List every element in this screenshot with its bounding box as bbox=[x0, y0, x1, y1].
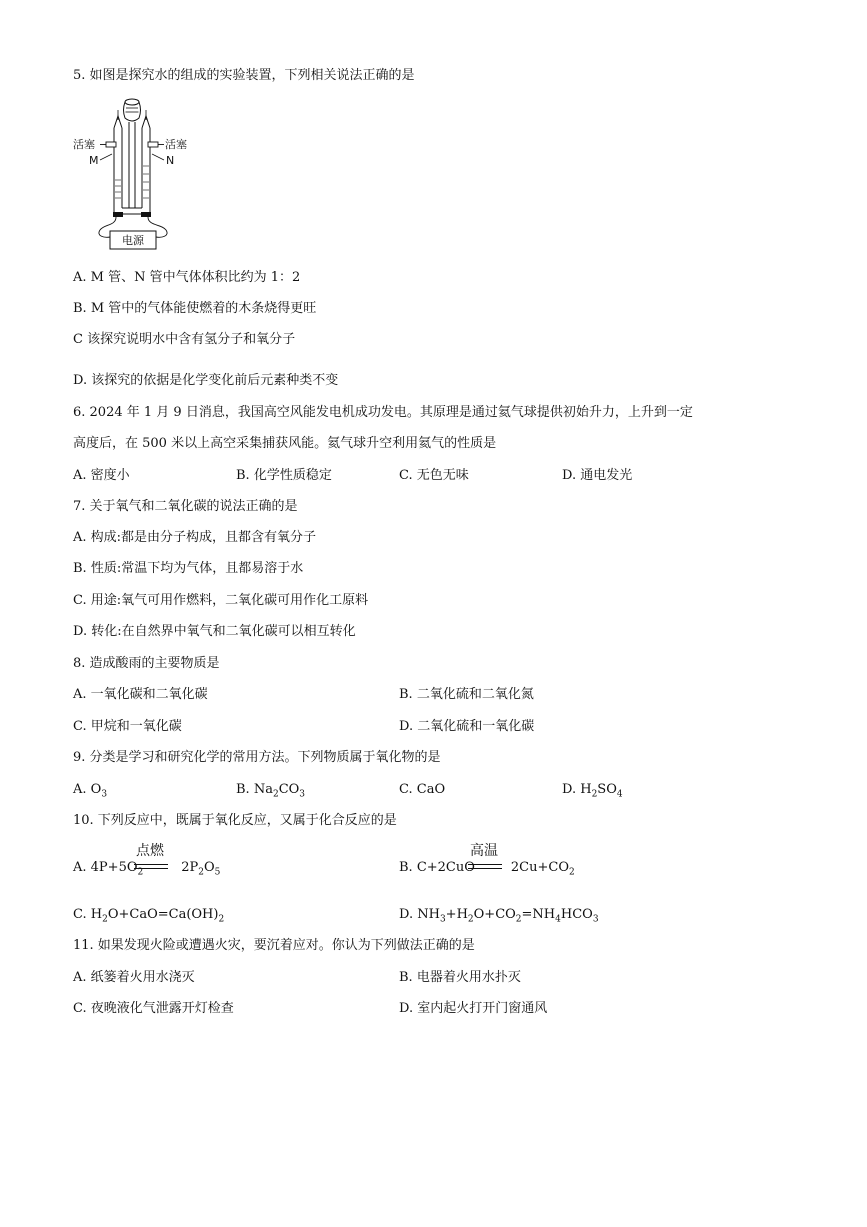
electrolysis-apparatus-figure bbox=[70, 96, 210, 256]
q5-option-c: C 该探究说明水中含有氢分子和氧分子 bbox=[73, 332, 296, 347]
tube-m bbox=[114, 110, 122, 208]
formula-part: O bbox=[204, 860, 215, 875]
tube-n-label: N bbox=[166, 154, 175, 167]
subscript: 2 bbox=[137, 867, 144, 878]
formula-part: +H bbox=[445, 907, 468, 922]
q5-stem: 5. 如图是探究水的组成的实验装置，下列相关说法正确的是 bbox=[73, 68, 415, 83]
equation-left: B. C+2CuO bbox=[399, 860, 475, 875]
q10-b-condition: 高温 bbox=[470, 843, 498, 859]
q11-option-a: A. 纸篓着火用水浇灭 bbox=[73, 970, 195, 985]
subscript: 2 bbox=[102, 914, 108, 925]
q6-option-c: C. 无色无味 bbox=[399, 468, 469, 483]
q9-option-a-text: A. O bbox=[73, 782, 102, 797]
left-valve-label: 活塞 bbox=[73, 138, 95, 151]
formula-part: O+CO bbox=[473, 907, 516, 922]
tube-n bbox=[142, 110, 150, 208]
q9-option-d-text: D. H bbox=[562, 782, 592, 797]
q7-option-c: C. 用途:氧气可用作燃料，二氧化碳可用作化工原料 bbox=[73, 593, 369, 608]
formula-part: SO bbox=[597, 782, 617, 797]
q11-option-d: D. 室内起火打开门窗通风 bbox=[399, 1001, 548, 1016]
q11-option-b: B. 电器着火用水扑灭 bbox=[399, 970, 521, 985]
q9-option-a bbox=[73, 782, 107, 803]
subscript: 2 bbox=[569, 867, 575, 878]
q7-option-b: B. 性质:常温下均为气体，且都易溶于水 bbox=[73, 561, 304, 576]
q11-option-c: C. 夜晚液化气泄露开灯检查 bbox=[73, 1001, 234, 1016]
subscript: 4 bbox=[616, 789, 623, 800]
q9-option-c: C. CaO bbox=[399, 782, 446, 797]
right-valve bbox=[148, 142, 164, 147]
tube-m-label: M bbox=[89, 154, 99, 167]
q9-stem: 9. 分类是学习和研究化学的常用方法。下列物质属于氧化物的是 bbox=[73, 750, 441, 765]
q9-option-b-text: B. Na bbox=[236, 782, 273, 797]
right-valve-label: 活塞 bbox=[165, 138, 187, 151]
q10-option-c bbox=[73, 907, 224, 928]
equation-left: A. 4P+5O bbox=[73, 860, 138, 875]
left-valve bbox=[100, 142, 116, 147]
subscript: 3 bbox=[592, 914, 599, 925]
subscript: 2 bbox=[198, 867, 204, 878]
q10-b-equals-bar bbox=[468, 864, 502, 869]
power-label: 电源 bbox=[122, 234, 144, 247]
q6-option-d: D. 通电发光 bbox=[562, 468, 633, 483]
q10-stem: 10. 下列反应中，既属于氧化反应，又属于化合反应的是 bbox=[73, 813, 397, 828]
q5-option-a: A. M 管、N 管中气体体积比约为 1：2 bbox=[73, 270, 301, 285]
formula-part: =NH bbox=[521, 907, 556, 922]
formula-part: CO bbox=[278, 782, 300, 797]
subscript: 4 bbox=[555, 914, 561, 925]
formula-part: O+CaO=Ca(OH) bbox=[107, 907, 219, 922]
subscript: 2 bbox=[467, 914, 474, 925]
subscript: 2 bbox=[515, 914, 522, 925]
equation-right: 2P bbox=[181, 860, 199, 875]
q6-option-b: B. 化学性质稳定 bbox=[236, 468, 332, 483]
subscript: 2 bbox=[591, 789, 598, 800]
q5-option-b: B. M 管中的气体能使燃着的木条烧得更旺 bbox=[73, 301, 317, 316]
formula-part: D. NH bbox=[399, 907, 440, 922]
subscript: 3 bbox=[101, 789, 108, 800]
equation-right: 2Cu+CO bbox=[510, 860, 569, 875]
q10-option-d bbox=[399, 907, 599, 928]
q7-stem: 7. 关于氧气和二氧化碳的说法正确的是 bbox=[73, 499, 298, 514]
subscript: 5 bbox=[214, 867, 221, 878]
formula-part: HCO bbox=[560, 907, 593, 922]
q6-stem-line2: 高度后，在 500 米以上高空采集捕获风能。氦气球升空利用氦气的性质是 bbox=[73, 436, 497, 451]
q10-a-equals-bar bbox=[134, 864, 168, 869]
q9-option-b bbox=[236, 782, 305, 803]
subscript: 2 bbox=[218, 914, 225, 925]
q7-option-d: D. 转化:在自然界中氧气和二氧化碳可以相互转化 bbox=[73, 624, 356, 639]
formula-part: C. H bbox=[73, 907, 103, 922]
q7-option-a: A. 构成:都是由分子构成，且都含有氧分子 bbox=[73, 530, 317, 545]
q9-option-d bbox=[562, 782, 623, 803]
q8-option-b: B. 二氧化硫和二氧化氮 bbox=[399, 687, 534, 702]
subscript: 2 bbox=[272, 789, 279, 800]
subscript: 3 bbox=[299, 789, 306, 800]
q6-option-a: A. 密度小 bbox=[73, 468, 130, 483]
q8-option-a: A. 一氧化碳和二氧化碳 bbox=[73, 687, 208, 702]
subscript: 3 bbox=[439, 914, 446, 925]
q10-a-condition: 点燃 bbox=[136, 843, 164, 859]
q5-option-d: D. 该探究的依据是化学变化前后元素种类不变 bbox=[73, 373, 339, 388]
q6-stem-line1: 6. 2024 年 1 月 9 日消息，我国高空风能发电机成功发电。其原理是通过氦气球提供初始升力，上升到一定 bbox=[73, 405, 693, 420]
q8-option-d: D. 二氧化硫和一氧化碳 bbox=[399, 719, 535, 734]
q11-stem: 11. 如果发现火险或遭遇火灾，要沉着应对。你认为下列做法正确的是 bbox=[73, 938, 475, 953]
q8-option-c: C. 甲烷和一氧化碳 bbox=[73, 719, 182, 734]
reservoir-bulb bbox=[124, 99, 141, 121]
q8-stem: 8. 造成酸雨的主要物质是 bbox=[73, 656, 220, 671]
